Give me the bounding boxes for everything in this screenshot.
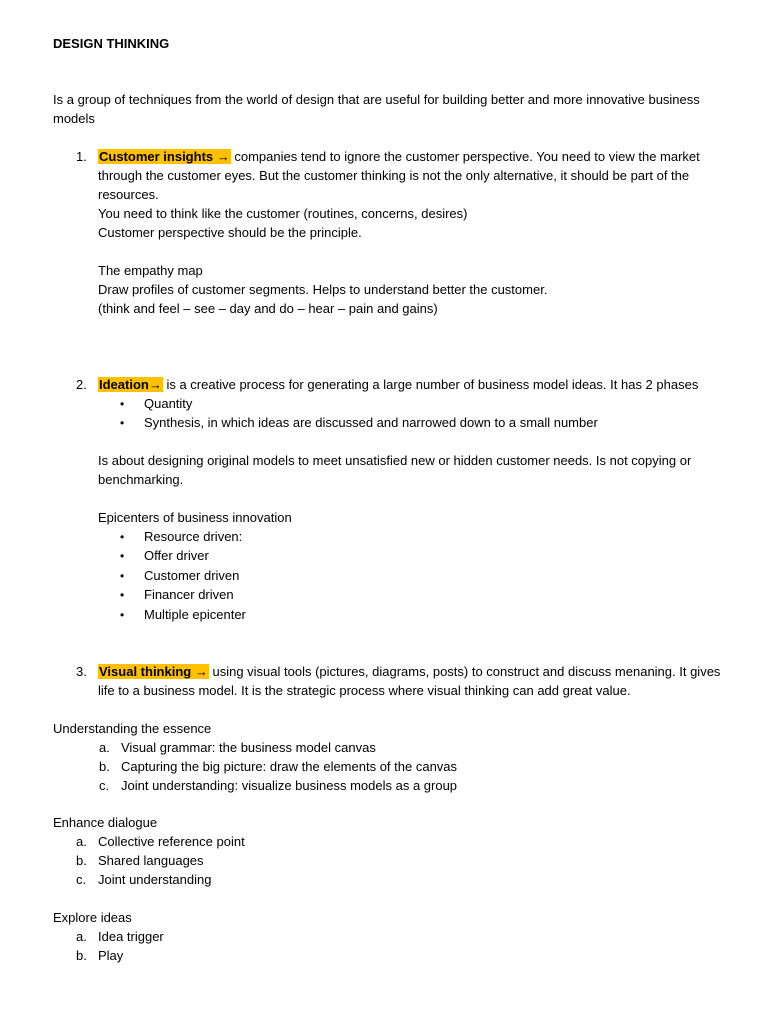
section-1-heading: Customer insights → [99, 149, 230, 164]
section-1-line-5: Customer perspective should be the principle. [98, 225, 362, 240]
explore-item: Play [98, 948, 124, 963]
document-title: DESIGN THINKING [53, 36, 170, 51]
list-letter: b. [76, 853, 87, 868]
section-2-para-line-1: Is about designing original models to meet unsatisfied new or hidden customer needs. Is not copying or [98, 453, 692, 468]
bullet-icon: • [120, 549, 125, 563]
essence-item: Joint understanding: visualize business models as a group [121, 778, 458, 793]
list-letter: a. [76, 929, 87, 944]
section-1-number: 1. [76, 149, 87, 164]
epicenter-item: Customer driven [144, 568, 240, 583]
list-letter: c. [99, 778, 110, 793]
epicenters-title: Epicenters of business innovation [98, 510, 292, 525]
essence-item: Capturing the big picture: draw the elements of the canvas [121, 759, 458, 774]
empathy-map-title: The empathy map [98, 263, 203, 278]
explore-title: Explore ideas [53, 910, 132, 925]
section-1-line-1: companies tend to ignore the customer perspective. You need to view the market [234, 149, 700, 164]
list-letter: b. [76, 948, 87, 963]
list-letter: a. [76, 834, 87, 849]
section-1-first-line [98, 149, 700, 165]
bullet-icon: • [120, 569, 125, 583]
section-3-line-1: using visual tools (pictures, diagrams, posts) to construct and discuss menaning. It gives [212, 664, 721, 679]
bullet-icon: • [120, 608, 125, 622]
list-letter: b. [99, 759, 110, 774]
bullet-icon: • [120, 416, 125, 430]
list-letter: c. [76, 872, 87, 887]
section-2-heading: Ideation→ [99, 377, 162, 392]
epicenter-item: Resource driven: [144, 529, 243, 544]
section-2-para-line-2: benchmarking. [98, 472, 184, 487]
dialogue-item: Shared languages [98, 853, 204, 868]
section-2-line: is a creative process for generating a large number of business model ideas. It has 2 phases [166, 377, 699, 392]
explore-item: Idea trigger [98, 929, 164, 944]
bullet-icon: • [120, 530, 125, 544]
essence-title: Understanding the essence [53, 721, 212, 736]
epicenter-item: Offer driver [144, 548, 209, 563]
section-1-line-2: through the customer eyes. But the customer thinking is not the only alternative, it should be part of the [98, 168, 690, 183]
section-2-number: 2. [76, 377, 87, 392]
epicenter-item: Multiple epicenter [144, 607, 246, 622]
dialogue-item: Collective reference point [98, 834, 245, 849]
section-3-first-line [98, 664, 720, 680]
section-3-number: 3. [76, 664, 87, 679]
phase-item: Quantity [144, 396, 193, 411]
empathy-map-line-1: Draw profiles of customer segments. Helps to understand better the customer. [98, 282, 548, 297]
dialogue-title: Enhance dialogue [53, 815, 158, 830]
bullet-icon: • [120, 588, 125, 602]
section-2-first-line [98, 377, 698, 393]
essence-item: Visual grammar: the business model canvas [121, 740, 376, 755]
section-3-heading: Visual thinking → [99, 664, 208, 679]
section-1-line-3: resources. [98, 187, 159, 202]
intro-line-2: models [53, 111, 95, 126]
section-1-line-4: You need to think like the customer (routines, concerns, desires) [98, 206, 468, 221]
list-letter: a. [99, 740, 110, 755]
phase-item: Synthesis, in which ideas are discussed and narrowed down to a small number [144, 415, 598, 430]
dialogue-item: Joint understanding [98, 872, 212, 887]
epicenter-item: Financer driven [144, 587, 234, 602]
intro-line-1: Is a group of techniques from the world of design that are useful for building better and more innovative business [53, 92, 700, 107]
bullet-icon: • [120, 397, 125, 411]
empathy-map-line-2: (think and feel – see – day and do – hear – pain and gains) [98, 301, 438, 316]
section-3-line-2: life to a business model. It is the strategic process where visual thinking can add great value. [98, 683, 631, 698]
